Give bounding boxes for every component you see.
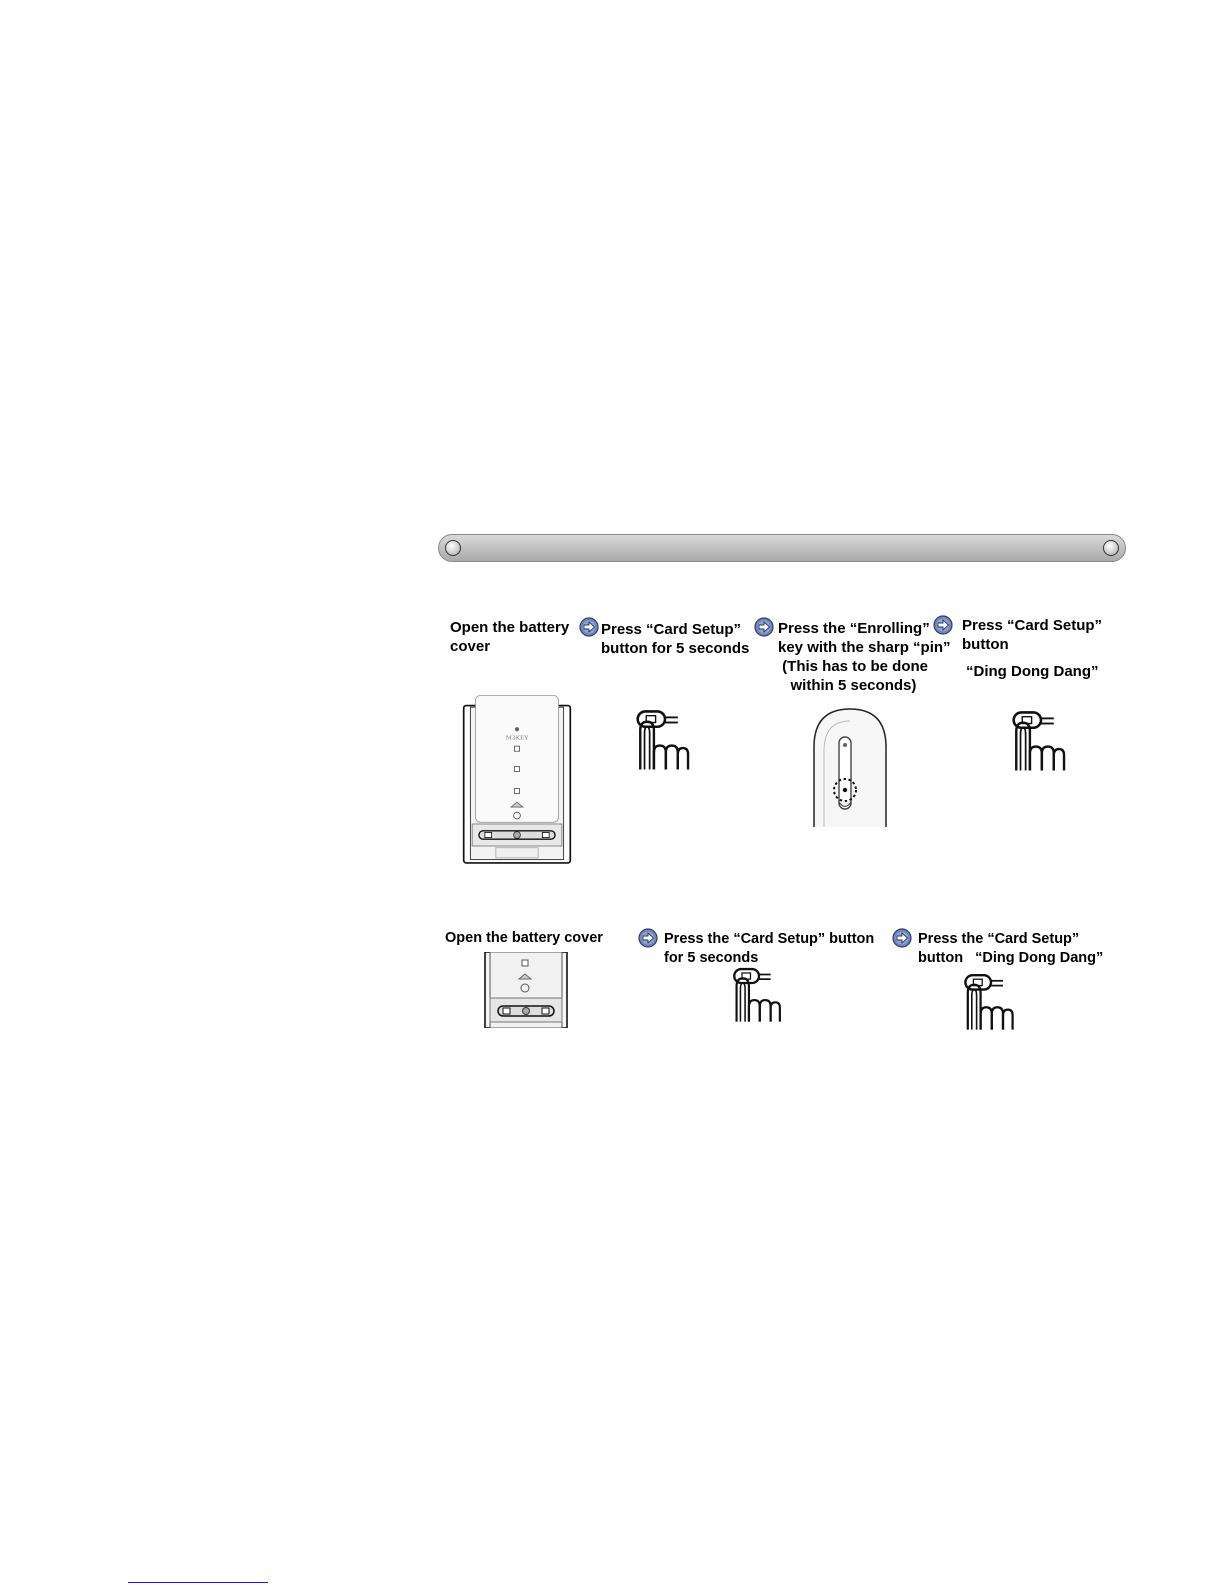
circle-arrow-right-icon	[754, 617, 774, 637]
door-lock-illustration	[462, 686, 572, 874]
finger-press-button-icon	[632, 708, 698, 772]
circle-arrow-right-icon	[892, 928, 912, 948]
circle-arrow-right-icon	[579, 617, 599, 637]
row2-step3-label: Press the “Card Setup” button “Ding Dong Dang”	[918, 931, 1104, 966]
door-lock-partial-illustration	[484, 952, 568, 1028]
circle-arrow-right-icon	[638, 928, 658, 948]
section-header-bar	[438, 534, 1126, 562]
row1-step2-label: Press “Card Setup” button for 5 seconds	[601, 621, 750, 657]
row1-step1-label: Open the battery cover	[450, 619, 570, 655]
row2-step2-label: Press the “Card Setup” button for 5 seconds	[664, 931, 875, 966]
row1-step3-label: Press the “Enrolling” key with the sharp “pin” (This has to be done within 5 seconds)	[778, 620, 951, 694]
enrolling-key-closeup-illustration	[812, 707, 888, 827]
finger-press-button-icon	[731, 966, 787, 1024]
row1-step4-label: Press “Card Setup” button	[962, 617, 1103, 653]
right-knob-icon	[1103, 540, 1119, 556]
finger-press-button-icon	[1011, 709, 1071, 773]
footer-link-underline	[128, 1582, 268, 1583]
row1-step4-sound: “Ding Dong Dang”	[966, 663, 1099, 680]
circle-arrow-right-icon	[933, 615, 953, 635]
left-knob-icon	[445, 540, 461, 556]
row2-step1-label: Open the battery cover	[445, 930, 603, 946]
finger-press-button-icon	[960, 972, 1022, 1032]
